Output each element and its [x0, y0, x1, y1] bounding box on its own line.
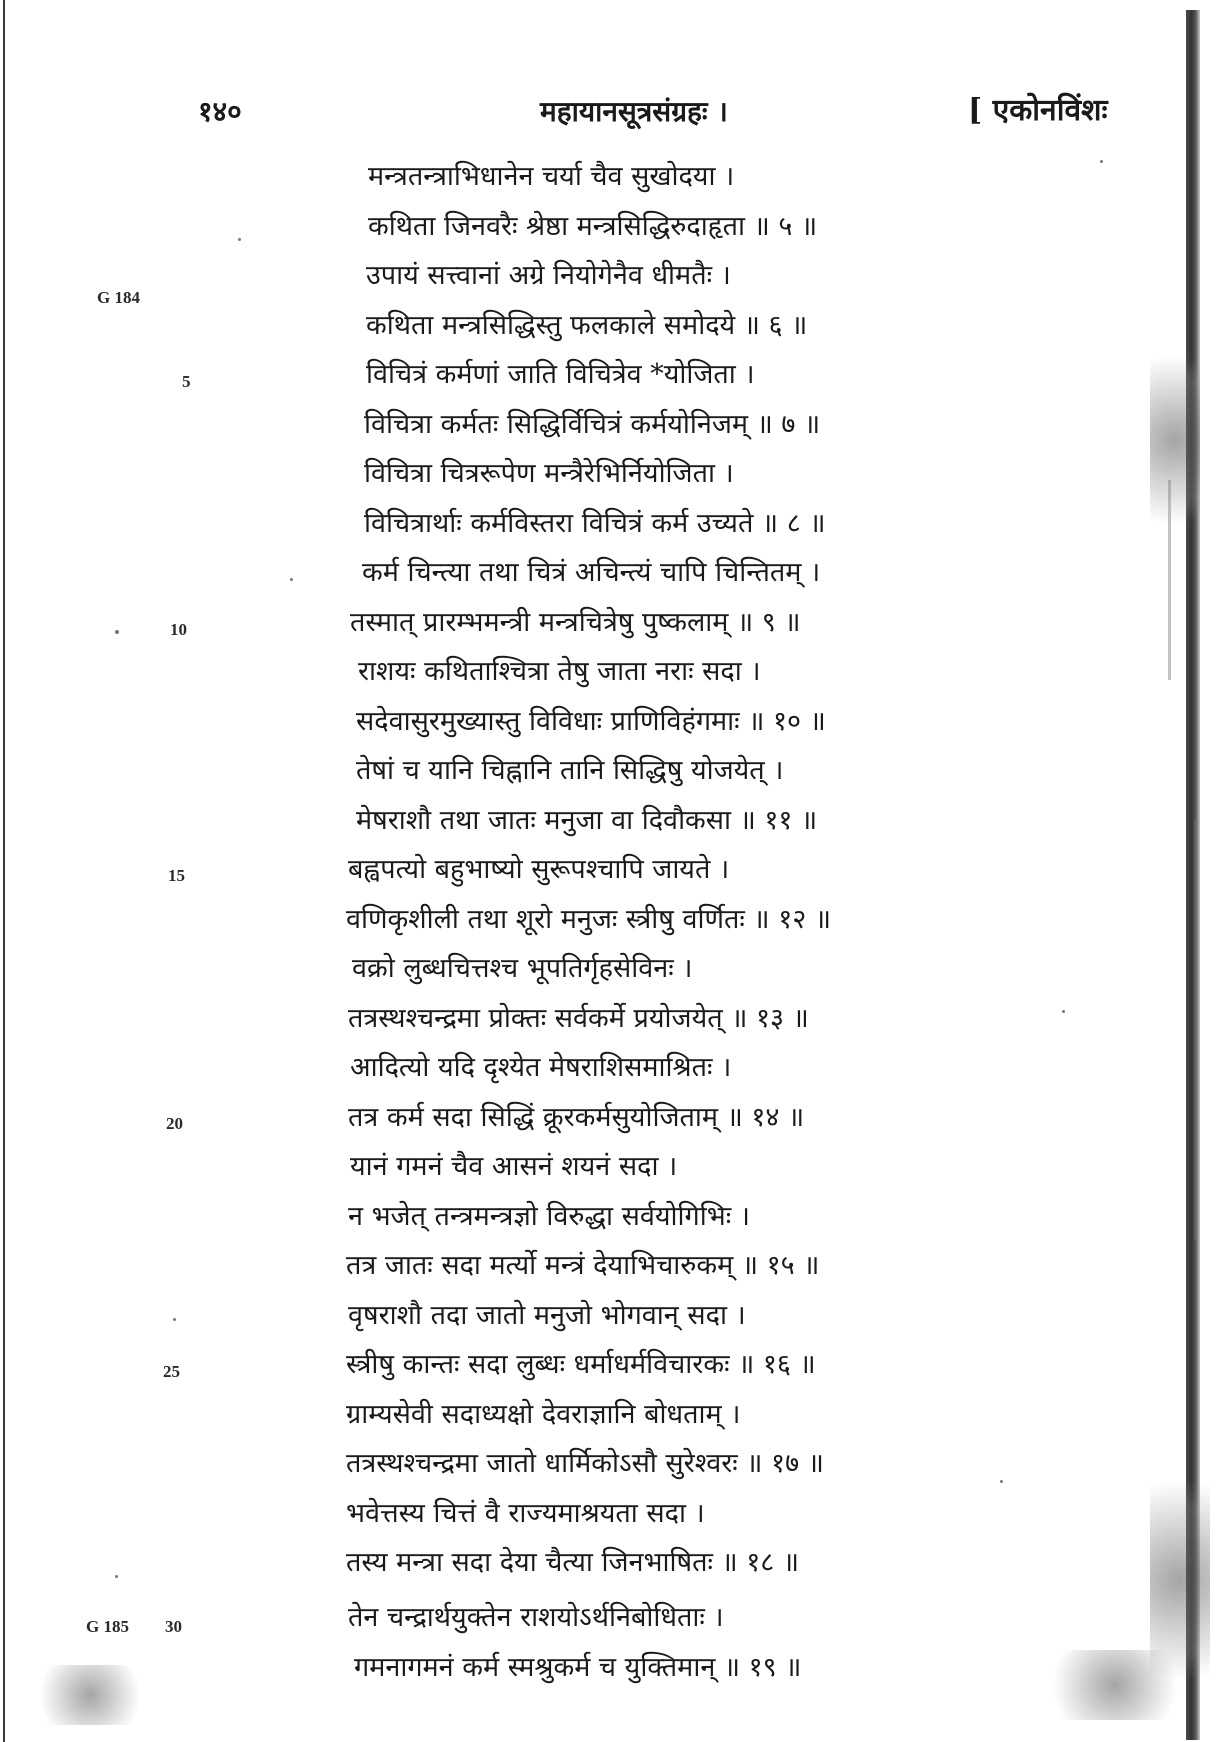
verse-line: विचित्रं कर्मणां जाति विचित्रेव *योजिता ।	[366, 359, 755, 390]
running-title: महायानसूत्रसंग्रहः ।	[540, 95, 728, 128]
margin-line-number: 5	[182, 372, 191, 391]
verse-line: मन्त्रतन्त्राभिधानेन चर्या चैव सुखोदया ।	[368, 161, 735, 192]
verse-line: न भजेत् तन्त्रमन्त्रज्ञो विरुद्धा सर्वयोगिभिः ।	[348, 1201, 750, 1232]
verse-line: विचित्रार्थाः कर्मविस्तरा विचित्रं कर्म उच्यते ॥ ८ ॥	[364, 508, 826, 539]
verse-line: वक्रो लुब्धचित्तश्च भूपतिर्गृहसेविनः ।	[352, 953, 693, 984]
page-header	[0, 92, 1232, 132]
margin-line-number: 10	[170, 620, 187, 639]
scan-noise	[30, 1665, 150, 1725]
verse-line: तस्य मन्त्रा सदा देया चैत्या जिनभाषितः ॥ १८ ॥	[346, 1547, 800, 1578]
scan-speck	[1000, 1480, 1003, 1483]
margin-line-number: 30	[165, 1617, 182, 1636]
scan-speck	[115, 1575, 118, 1578]
margin-reference-g185: G 185	[86, 1617, 129, 1636]
page-number: १४०	[198, 95, 242, 128]
verse-line: तस्मात् प्रारम्भमन्त्री मन्त्रचित्रेषु पुष्कलाम् ॥ ९ ॥	[350, 607, 801, 638]
verse-line: उपायं सत्त्वानां अग्रे नियोगेनैव धीमतैः ।	[366, 260, 731, 291]
margin-line-number: 20	[166, 1114, 183, 1133]
chapter-label: [ एकोनविंशः	[968, 93, 1108, 128]
verse-line: तत्र जातः सदा मर्त्यो मन्त्रं देयाभिचारुकम् ॥ १५ ॥	[346, 1250, 820, 1281]
verse-line: भवेत्तस्य चित्तं वै राज्यमाश्रयता सदा ।	[346, 1498, 705, 1529]
verse-line: ग्राम्यसेवी सदाध्यक्षो देवराज्ञानि बोधताम् ।	[346, 1399, 741, 1430]
scan-speck	[115, 630, 119, 634]
verse-line: कर्म चिन्त्या तथा चित्रं अचिन्त्यं चापि चिन्तितम् ।	[362, 557, 821, 588]
verse-line: बह्वपत्यो बहुभाष्यो सुरूपश्चापि जायते ।	[348, 854, 730, 885]
margin-line-number: 25	[163, 1362, 180, 1381]
verse-line: तेषां च यानि चिह्नानि तानि सिद्धिषु योजयेत् ।	[356, 755, 784, 786]
scan-speck	[290, 578, 293, 581]
verse-line: तत्रस्थश्चन्द्रमा प्रोक्तः सर्वकर्मे प्रयोजयेत् ॥ १३ ॥	[348, 1003, 809, 1034]
scan-speck	[173, 1318, 176, 1321]
scan-noise	[1150, 1450, 1210, 1710]
verse-line: विचित्रा चित्ररूपेण मन्त्रैरेभिर्नियोजिता ।	[364, 458, 734, 489]
margin-reference-g184: G 184	[97, 288, 140, 307]
verse-line: कथिता मन्त्रसिद्धिस्तु फलकाले समोदये ॥ ६ ॥	[366, 310, 808, 341]
verse-line: यानं गमनं चैव आसनं शयनं सदा ।	[350, 1151, 678, 1182]
scan-speck	[238, 238, 241, 241]
verse-line: वणिकृशीली तथा शूरो मनुजः स्त्रीषु वर्णितः ॥ १२ ॥	[346, 904, 832, 935]
page-left-edge	[3, 0, 5, 1742]
verse-line: मेषराशौ तथा जातः मनुजा वा दिवौकसा ॥ ११ ॥	[356, 805, 818, 836]
verse-line: तेन चन्द्रार्थयुक्तेन राशयोऽर्थनिबोधिताः ।	[348, 1602, 724, 1633]
scan-artifact	[1194, 820, 1197, 1240]
verse-line: गमनागमनं कर्म स्मश्रुकर्म च युक्तिमान् ॥ १९ ॥	[354, 1652, 802, 1683]
verse-line: आदित्यो यदि दृश्येत मेषराशिसमाश्रितः ।	[350, 1052, 732, 1083]
scan-speck	[1100, 160, 1103, 163]
verse-line: तत्रस्थश्चन्द्रमा जातो धार्मिकोऽसौ सुरेश्वरः ॥ १७ ॥	[346, 1448, 824, 1479]
scan-noise	[1150, 330, 1200, 550]
verse-line: कथिता जिनवरैः श्रेष्ठा मन्त्रसिद्धिरुदाहृता ॥ ५ ॥	[368, 211, 818, 242]
verse-line: स्त्रीषु कान्तः सदा लुब्धः धर्माधर्मविचारकः ॥ १६ ॥	[346, 1349, 816, 1380]
verse-line: विचित्रा कर्मतः सिद्धिर्विचित्रं कर्मयोनिजम् ॥ ७ ॥	[364, 409, 821, 440]
verse-line: राशयः कथिताश्चित्रा तेषु जाता नराः सदा ।	[358, 656, 761, 687]
verse-line: सदेवासुरमुख्यास्तु विविधाः प्राणिविहंगमाः ॥ १० ॥	[356, 706, 826, 737]
verse-line: वृषराशौ तदा जातो मनुजो भोगवान् सदा ।	[348, 1300, 746, 1331]
margin-line-number: 15	[168, 866, 185, 885]
verse-line: तत्र कर्म सदा सिद्धिं क्रूरकर्मसुयोजिताम् ॥ १४ ॥	[348, 1102, 805, 1133]
scan-speck	[1062, 1010, 1065, 1013]
